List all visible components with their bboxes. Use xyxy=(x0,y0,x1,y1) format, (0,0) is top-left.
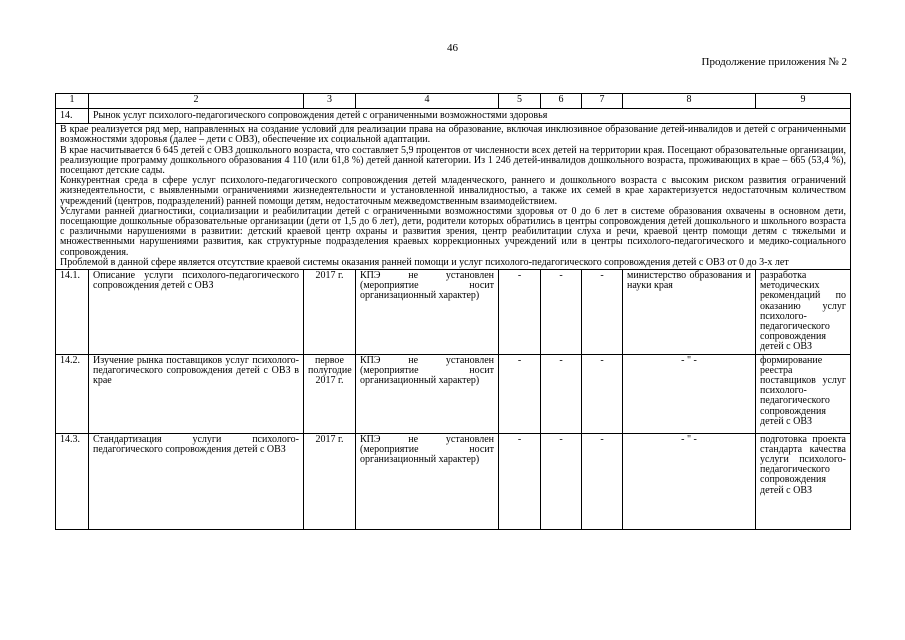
section-number: 14. xyxy=(56,109,89,124)
appendix-label: Продолжение приложения № 2 xyxy=(701,56,847,68)
col-header: 3 xyxy=(304,94,356,109)
row-col6: - xyxy=(541,433,582,529)
row-description: Изучение рынка поставщиков услуг психолого-педагогического сопровождения детей с ОВЗ в крае xyxy=(89,354,304,433)
col-header: 1 xyxy=(56,94,89,109)
intro-paragraph: Конкурентная среда в сфере услуг психолого-педагогического сопровождения детей младенческого, раннего и дошкольного возраста с высоким риском развития ограничений жизнедеятельности, с выявленными ограничениями жизнедеятельности и установленной инвалидностью, а также их семей в крае характеризуется недостаточным количеством учреждений (центров, подразделений) ранней помощи детям, недостаточным межведомственным взаимодействием. xyxy=(60,175,846,207)
row-description: Стандартизация услуги психолого-педагогического сопровождения детей с ОВЗ xyxy=(89,433,304,529)
col-header: 4 xyxy=(356,94,499,109)
row-col5: - xyxy=(499,270,541,355)
row-result: подготовка проекта стандарта качества услуги психолого-педагогического сопровождения детей с ОВЗ xyxy=(756,433,851,529)
row-term: 2017 г. xyxy=(304,270,356,355)
measures-table xyxy=(55,93,851,530)
section-row xyxy=(56,109,851,124)
row-responsible: министерство образования и науки края xyxy=(623,270,756,355)
table-row xyxy=(56,270,851,355)
row-result: формирование реестра поставщиков услуг психолого-педагогического сопровождения детей с ОВЗ xyxy=(756,354,851,433)
row-term: первое полугодие 2017 г. xyxy=(304,354,356,433)
col-header: 2 xyxy=(89,94,304,109)
row-number: 14.3. xyxy=(56,433,89,529)
table-row xyxy=(56,354,851,433)
intro-paragraph: Проблемой в данной сфере является отсутствие краевой системы оказания ранней помощи и услуг психолого-педагогического сопровождения детей с ОВЗ от 0 до 3-х лет xyxy=(60,256,789,268)
intro-paragraph: Услугами ранней диагностики, социализации и реабилитации детей с ограниченными возможностями здоровья от 0 до 6 лет в системе образования охвачены в основном дети, посещающие дошкольные образовательные организации (дети от 1,5 до 6 лет), дети, родители которых обратились в центры сопровождения детей дошкольного и школьного возраста с различными нарушениями в развитии: детский краевой центр охраны и развития зрения, центр реабилитации слуха и речи, краевой центр помощи детям с тяжелыми и множественными нарушениями развития, как структурные подразделения краевых коррекционных учреждений или в центры психолого-педагогического и медико-социального сопровождения. xyxy=(60,205,846,258)
row-result: разработка методических рекомендаций по оказанию услуг психолого-педагогического сопровождения детей с ОВЗ xyxy=(756,270,851,355)
row-col6: - xyxy=(541,270,582,355)
row-kpe: КПЭ не установлен (мероприятие носит организационный характер) xyxy=(356,354,499,433)
row-responsible: - " - xyxy=(623,433,756,529)
row-responsible: - " - xyxy=(623,354,756,433)
header-row xyxy=(56,94,851,109)
section-title: Рынок услуг психолого-педагогического сопровождения детей с ограниченными возможностями здоровья xyxy=(89,109,851,124)
table-row xyxy=(56,433,851,529)
col-header: 5 xyxy=(499,94,541,109)
row-description: Описание услуги психолого-педагогического сопровождения детей с ОВЗ xyxy=(89,270,304,355)
col-header: 7 xyxy=(582,94,623,109)
row-term: 2017 г. xyxy=(304,433,356,529)
intro-paragraph: В крае насчитывается 6 645 детей с ОВЗ дошкольного возраста, что составляет 5,9 процентов от численности всех детей на территории края. Посещают образовательные организации, реализующие программу дошкольного образования 4 110 (или 61,8 %) детей данной категории. Из 1 246 детей-инвалидов дошкольного возраста, проживающих в крае – 665 (53,4 %), посещают детские сады. xyxy=(60,144,846,177)
row-kpe: КПЭ не установлен (мероприятие носит организационный характер) xyxy=(356,433,499,529)
col-header: 9 xyxy=(756,94,851,109)
col-header: 6 xyxy=(541,94,582,109)
row-col7: - xyxy=(582,354,623,433)
row-col7: - xyxy=(582,270,623,355)
row-col5: - xyxy=(499,354,541,433)
intro-paragraph: В крае реализуется ряд мер, направленных на создание условий для реализации права на образование, включая инклюзивное образование детей-инвалидов и детей с ограниченными возможностями здоровья (далее – дети с ОВЗ), обеспечение их социальной адаптации. xyxy=(60,124,846,146)
intro-row xyxy=(56,124,851,270)
page-number: 46 xyxy=(447,42,458,54)
row-col7: - xyxy=(582,433,623,529)
row-number: 14.2. xyxy=(56,354,89,433)
row-col6: - xyxy=(541,354,582,433)
row-kpe: КПЭ не установлен (мероприятие носит организационный характер) xyxy=(356,270,499,355)
col-header: 8 xyxy=(623,94,756,109)
intro-text xyxy=(56,124,851,270)
row-number: 14.1. xyxy=(56,270,89,355)
row-col5: - xyxy=(499,433,541,529)
